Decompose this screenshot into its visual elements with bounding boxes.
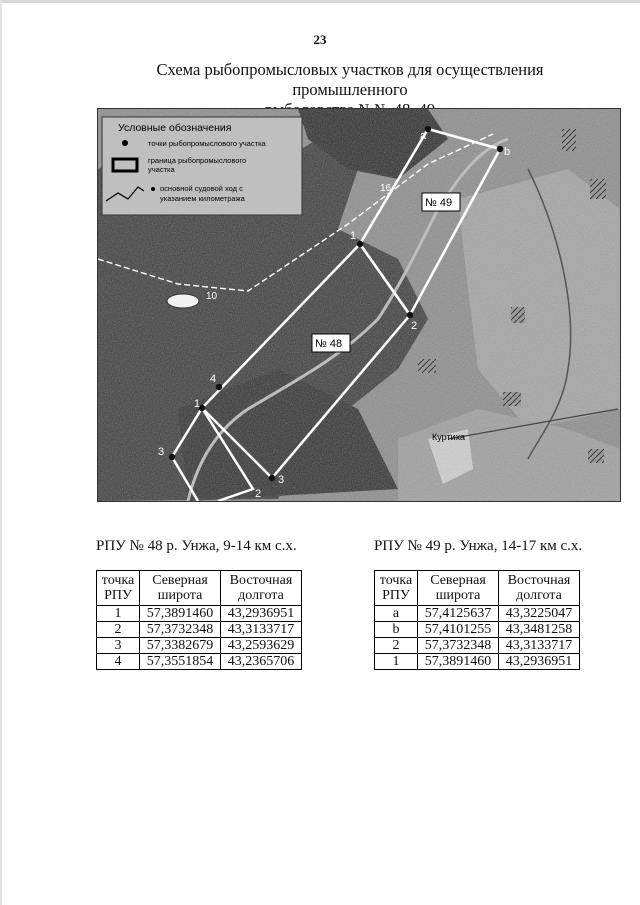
table-row [375, 654, 580, 670]
fishing-area-map [97, 108, 621, 502]
table-row [97, 638, 302, 654]
table-header-row [375, 571, 580, 606]
dot-icon [122, 140, 128, 146]
cell-latitude: 57,3891460 [418, 654, 499, 670]
title-line-1: Схема рыбопромысловых участков для осуществления промышленного [156, 60, 544, 99]
table-header-row [97, 571, 302, 606]
km-10-label: 10 [206, 291, 218, 302]
legend-item-boundary-1: граница рыбопромыслового [148, 156, 247, 165]
point-48-3 [269, 475, 275, 481]
cell-point: 2 [97, 622, 140, 638]
cell-latitude: 57,3732348 [418, 638, 499, 654]
legend-heading: Условные обозначения [118, 122, 232, 134]
kurtiha-label: Куртиха [432, 432, 466, 442]
point-side-3-label: 3 [158, 446, 165, 458]
hatched-patch-6 [588, 449, 604, 463]
fairway-km-marker-icon [151, 187, 155, 191]
table-row [97, 654, 302, 670]
map-legend [102, 117, 302, 215]
legend-item-boundary-2: участка [148, 165, 175, 174]
cell-latitude: 57,3891460 [140, 606, 221, 622]
cell-point: 3 [97, 638, 140, 654]
legend-item-fairway-1: основной судовой ход с [160, 184, 243, 193]
cell-point: 4 [97, 654, 140, 670]
point-48-1 [357, 241, 363, 247]
cell-latitude: 57,3551854 [140, 654, 221, 670]
hatched-patch-1 [562, 129, 576, 151]
cell-longitude: 43,3133717 [499, 638, 580, 654]
legend-item-points: точки рыбопромыслового участка [148, 139, 266, 148]
cell-point: 1 [97, 606, 140, 622]
map-canvas [98, 109, 620, 501]
table-row [97, 622, 302, 638]
cell-latitude: 57,3732348 [140, 622, 221, 638]
table-row [375, 638, 580, 654]
table-row [97, 606, 302, 622]
hatched-patch-3 [511, 307, 525, 323]
left-edge-rule [0, 0, 2, 905]
point-48-4 [216, 384, 222, 390]
hatched-patch-4 [418, 359, 436, 373]
header-latitude: Северная широта [418, 571, 499, 606]
cell-point: 2 [375, 638, 418, 654]
cell-point: 1 [375, 654, 418, 670]
area-48-label: № 48 [315, 338, 343, 350]
header-longitude: Восточная долгота [499, 571, 580, 606]
point-side-1-label: 1 [194, 398, 201, 410]
point-48-2-label: 2 [411, 320, 418, 332]
point-48-2 [407, 312, 413, 318]
cell-longitude: 43,3481258 [499, 622, 580, 638]
cell-longitude: 43,2365706 [221, 654, 302, 670]
header-point: точка РПУ [97, 571, 140, 606]
point-49-a-label: a [420, 130, 427, 142]
cell-latitude: 57,4125637 [418, 606, 499, 622]
cell-latitude: 57,3382679 [140, 638, 221, 654]
point-side-2-label: 2 [255, 488, 262, 500]
km-16-label: 16 [380, 183, 392, 194]
hatched-patch-2 [590, 179, 606, 199]
hatched-patch-5 [503, 392, 521, 406]
lake [167, 294, 199, 308]
cell-point: b [375, 622, 418, 638]
coords-table-49 [374, 570, 580, 670]
point-48-side-3 [169, 454, 175, 460]
caption-area-48: РПУ № 48 р. Унжа, 9-14 км с.х. [96, 538, 297, 554]
point-48-4-label: 4 [210, 373, 217, 385]
legend-item-fairway-2: указанием километража [160, 194, 245, 203]
top-edge-rule [0, 0, 640, 3]
point-48-1-label: 1 [350, 230, 357, 242]
table-row [375, 606, 580, 622]
table-row [375, 622, 580, 638]
header-point: точка РПУ [375, 571, 418, 606]
caption-area-49: РПУ № 49 р. Унжа, 14-17 км с.х. [374, 538, 583, 554]
area-49-label: № 49 [425, 197, 453, 209]
cell-longitude: 43,3225047 [499, 606, 580, 622]
point-48-3-label: 3 [278, 474, 285, 486]
header-longitude: Восточная долгота [221, 571, 302, 606]
page-number: 23 [313, 32, 327, 47]
cell-longitude: 43,2936951 [499, 654, 580, 670]
cell-latitude: 57,4101255 [418, 622, 499, 638]
cell-longitude: 43,3133717 [221, 622, 302, 638]
coords-table-48 [96, 570, 302, 670]
cell-longitude: 43,2936951 [221, 606, 302, 622]
cell-point: a [375, 606, 418, 622]
header-latitude: Северная широта [140, 571, 221, 606]
point-49-b [497, 146, 503, 152]
cell-longitude: 43,2593629 [221, 638, 302, 654]
point-49-b-label: b [504, 146, 511, 158]
